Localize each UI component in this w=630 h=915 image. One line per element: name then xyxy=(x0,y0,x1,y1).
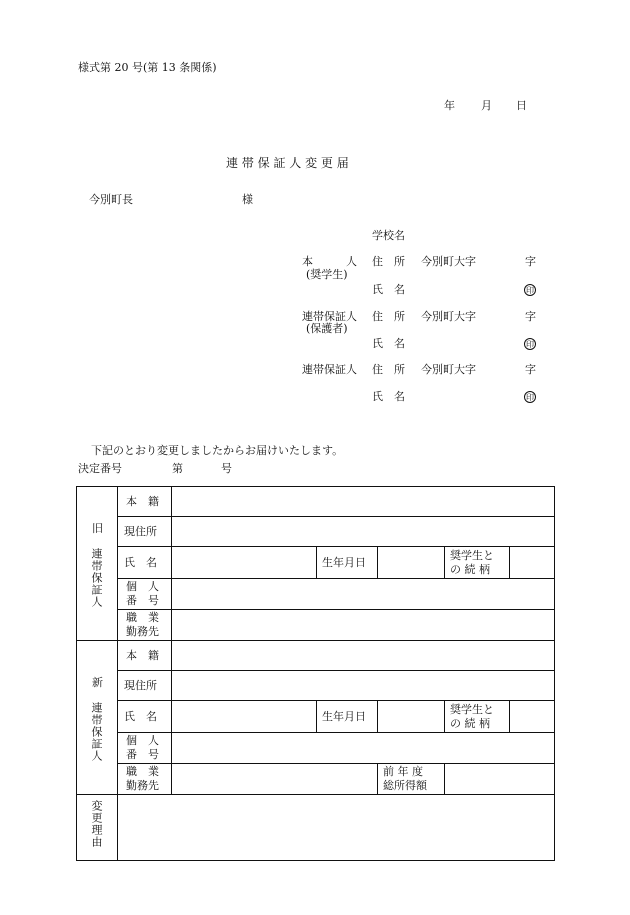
new-section-label: 連帯保証人 xyxy=(90,702,103,762)
old-relation-label-1: 奨学生と xyxy=(450,549,494,562)
guarantor2-aza: 字 xyxy=(525,363,536,376)
seal-icon: 印 xyxy=(526,340,534,349)
decision-go: 号 xyxy=(221,462,232,475)
new-job-label-2: 勤務先 xyxy=(126,779,159,792)
old-birthdate-label: 生年月日 xyxy=(322,556,366,569)
form-number: 様式第 20 号(第 13 条関係) xyxy=(78,61,217,74)
student-name-label: 氏 名 xyxy=(372,283,405,296)
guarantor-address-label: 住 所 xyxy=(372,310,405,323)
student-role-sub: (奨学生) xyxy=(306,268,348,281)
guarantor2-name-label: 氏 名 xyxy=(372,390,405,403)
new-kojin-label-1: 個 人 xyxy=(126,734,159,747)
old-section-label: 連帯保証人 xyxy=(90,548,103,608)
new-honseki-label: 本 籍 xyxy=(126,649,159,662)
new-name-label: 氏 名 xyxy=(124,710,157,723)
statement-text: 下記のとおり変更しましたからお届けいたします。 xyxy=(91,444,344,457)
new-kojin-label-2: 番 号 xyxy=(126,748,159,761)
guarantor-role-sub: (保護者) xyxy=(306,322,348,335)
old-honseki-label: 本 籍 xyxy=(126,495,159,508)
new-address-label: 現住所 xyxy=(124,679,157,692)
student-role: 本 人 xyxy=(302,255,357,268)
new-income-label-1: 前 年 度 xyxy=(383,765,423,778)
school-label: 学校名 xyxy=(372,229,405,242)
new-income-label-2: 総所得額 xyxy=(383,779,427,792)
new-section-heading: 新 xyxy=(92,676,103,689)
guarantor-role: 連帯保証人 xyxy=(302,310,357,323)
old-job-label-2: 勤務先 xyxy=(126,625,159,638)
addressee-mayor: 今別町長 xyxy=(89,193,133,206)
guarantor2-address-label: 住 所 xyxy=(372,363,405,376)
guarantor2-address-value: 今別町大字 xyxy=(421,363,476,376)
new-job-label-1: 職 業 xyxy=(126,765,159,778)
old-kojin-label-2: 番 号 xyxy=(126,594,159,607)
change-reason-label: 変更理由 xyxy=(90,800,103,848)
student-address-label: 住 所 xyxy=(372,255,405,268)
old-section-heading: 旧 xyxy=(92,522,103,535)
student-aza: 字 xyxy=(525,255,536,268)
guarantor-name-label: 氏 名 xyxy=(372,337,405,350)
old-kojin-label-1: 個 人 xyxy=(126,580,159,593)
decision-dai: 第 xyxy=(172,462,183,475)
date-day-label: 日 xyxy=(516,99,527,112)
decision-number-label: 決定番号 xyxy=(78,462,122,475)
guarantor-address-value: 今別町大字 xyxy=(421,310,476,323)
seal-icon: 印 xyxy=(526,393,534,402)
old-name-label: 氏 名 xyxy=(124,556,157,569)
new-relation-label-2: の 続 柄 xyxy=(450,717,490,730)
date-year-label: 年 xyxy=(444,99,455,112)
old-relation-label-2: の 続 柄 xyxy=(450,563,490,576)
document-title: 連 帯 保 証 人 変 更 届 xyxy=(226,156,349,170)
old-job-label-1: 職 業 xyxy=(126,611,159,624)
seal-icon: 印 xyxy=(526,286,534,295)
date-month-label: 月 xyxy=(481,99,492,112)
new-relation-label-1: 奨学生と xyxy=(450,703,494,716)
addressee-honorific: 様 xyxy=(242,193,253,206)
old-address-label: 現住所 xyxy=(124,525,157,538)
student-address-value: 今別町大字 xyxy=(421,255,476,268)
guarantor-aza: 字 xyxy=(525,310,536,323)
new-birthdate-label: 生年月日 xyxy=(322,710,366,723)
guarantor2-role: 連帯保証人 xyxy=(302,363,357,376)
